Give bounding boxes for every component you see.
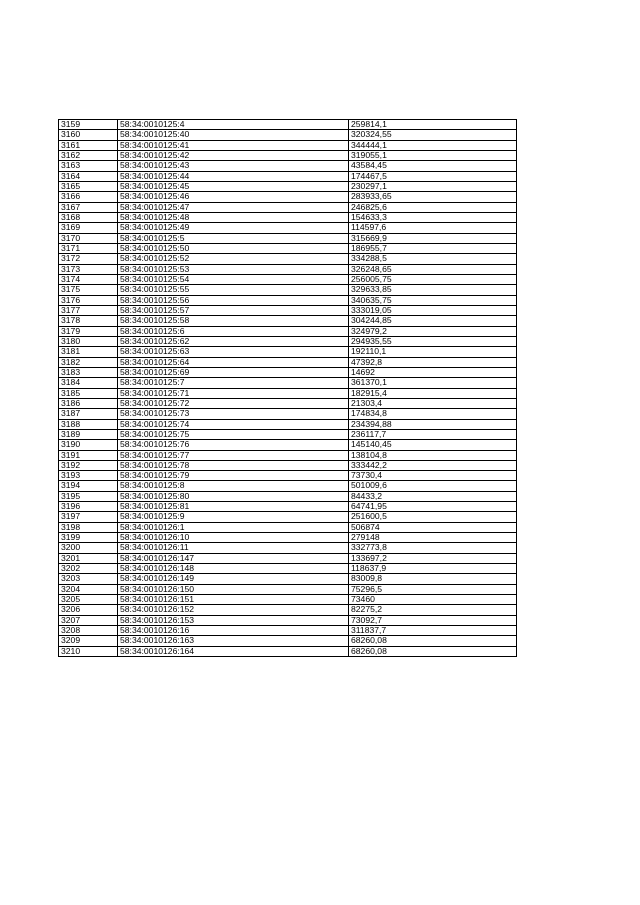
row-number-cell: 3189 [59,429,118,439]
row-number-cell: 3208 [59,626,118,636]
table-row [59,460,517,470]
table-row [59,533,517,543]
cadastral-number-cell: 58:34:0010125:57 [118,305,349,315]
value-cell: 83009,8 [349,574,517,584]
value-cell: 315669,9 [349,233,517,243]
value-cell: 114597,6 [349,223,517,233]
row-number-cell: 3171 [59,243,118,253]
cadastral-number-cell: 58:34:0010125:79 [118,471,349,481]
table-row [59,274,517,284]
row-number-cell: 3178 [59,316,118,326]
value-cell: 73092,7 [349,615,517,625]
table-row [59,398,517,408]
row-number-cell: 3196 [59,502,118,512]
cadastral-number-cell: 58:34:0010125:40 [118,130,349,140]
table-row [59,502,517,512]
value-cell: 75296,5 [349,584,517,594]
value-cell: 84433,2 [349,491,517,501]
cadastral-number-cell: 58:34:0010126:164 [118,646,349,656]
value-cell: 234394,88 [349,419,517,429]
table-row [59,295,517,305]
table-row [59,140,517,150]
cadastral-number-cell: 58:34:0010125:52 [118,254,349,264]
value-cell: 311837,7 [349,626,517,636]
value-cell: 43584,45 [349,161,517,171]
row-number-cell: 3184 [59,378,118,388]
value-cell: 344444,1 [349,140,517,150]
table-row [59,522,517,532]
table-row [59,233,517,243]
cadastral-number-cell: 58:34:0010125:44 [118,171,349,181]
row-number-cell: 3174 [59,274,118,284]
cadastral-number-cell: 58:34:0010125:71 [118,388,349,398]
value-cell: 256005,75 [349,274,517,284]
row-number-cell: 3167 [59,202,118,212]
cadastral-number-cell: 58:34:0010125:74 [118,419,349,429]
cadastral-number-cell: 58:34:0010126:16 [118,626,349,636]
cadastral-value-table [58,119,517,657]
table-row [59,367,517,377]
value-cell: 230297,1 [349,181,517,191]
value-cell: 334288,5 [349,254,517,264]
cadastral-number-cell: 58:34:0010125:47 [118,202,349,212]
row-number-cell: 3173 [59,264,118,274]
cadastral-number-cell: 58:34:0010125:7 [118,378,349,388]
table-row [59,171,517,181]
value-cell: 21303,4 [349,398,517,408]
cadastral-number-cell: 58:34:0010125:42 [118,150,349,160]
row-number-cell: 3206 [59,605,118,615]
table-row [59,316,517,326]
cadastral-number-cell: 58:34:0010125:53 [118,264,349,274]
cadastral-number-cell: 58:34:0010125:49 [118,223,349,233]
table-row [59,285,517,295]
row-number-cell: 3200 [59,543,118,553]
cadastral-number-cell: 58:34:0010126:149 [118,574,349,584]
row-number-cell: 3209 [59,636,118,646]
value-cell: 192110,1 [349,347,517,357]
row-number-cell: 3188 [59,419,118,429]
row-number-cell: 3176 [59,295,118,305]
value-cell: 501009,6 [349,481,517,491]
table-row [59,305,517,315]
row-number-cell: 3168 [59,212,118,222]
table-row [59,130,517,140]
row-number-cell: 3177 [59,305,118,315]
value-cell: 326248,65 [349,264,517,274]
row-number-cell: 3193 [59,471,118,481]
value-cell: 246825,6 [349,202,517,212]
value-cell: 82275,2 [349,605,517,615]
value-cell: 138104,8 [349,450,517,460]
value-cell: 118637,9 [349,564,517,574]
row-number-cell: 3198 [59,522,118,532]
value-cell: 329633,85 [349,285,517,295]
cadastral-number-cell: 58:34:0010125:5 [118,233,349,243]
cadastral-number-cell: 58:34:0010125:62 [118,336,349,346]
row-number-cell: 3192 [59,460,118,470]
value-cell: 174834,8 [349,409,517,419]
table-row [59,409,517,419]
table-row [59,543,517,553]
cadastral-number-cell: 58:34:0010125:8 [118,481,349,491]
value-cell: 332773,8 [349,543,517,553]
cadastral-number-cell: 58:34:0010126:152 [118,605,349,615]
row-number-cell: 3159 [59,120,118,130]
table-row [59,553,517,563]
cadastral-number-cell: 58:34:0010125:76 [118,440,349,450]
table-row [59,481,517,491]
table-row [59,419,517,429]
row-number-cell: 3164 [59,171,118,181]
table-row [59,264,517,274]
cadastral-number-cell: 58:34:0010125:54 [118,274,349,284]
row-number-cell: 3169 [59,223,118,233]
row-number-cell: 3187 [59,409,118,419]
cadastral-number-cell: 58:34:0010125:46 [118,192,349,202]
table-row [59,450,517,460]
cadastral-number-cell: 58:34:0010125:77 [118,450,349,460]
table-row [59,347,517,357]
table-row [59,254,517,264]
value-cell: 333442,2 [349,460,517,470]
cadastral-number-cell: 58:34:0010126:153 [118,615,349,625]
row-number-cell: 3194 [59,481,118,491]
row-number-cell: 3204 [59,584,118,594]
cadastral-number-cell: 58:34:0010125:43 [118,161,349,171]
table-row [59,378,517,388]
row-number-cell: 3165 [59,181,118,191]
table-row [59,223,517,233]
value-cell: 14692 [349,367,517,377]
table-row [59,646,517,656]
value-cell: 68260,08 [349,646,517,656]
value-cell: 340635,75 [349,295,517,305]
table-row [59,357,517,367]
cadastral-number-cell: 58:34:0010126:10 [118,533,349,543]
value-cell: 47392,8 [349,357,517,367]
cadastral-number-cell: 58:34:0010125:58 [118,316,349,326]
table-row [59,574,517,584]
row-number-cell: 3181 [59,347,118,357]
table-row [59,326,517,336]
row-number-cell: 3195 [59,491,118,501]
row-number-cell: 3182 [59,357,118,367]
cadastral-number-cell: 58:34:0010126:147 [118,553,349,563]
cadastral-number-cell: 58:34:0010125:56 [118,295,349,305]
table-row [59,584,517,594]
value-cell: 145140,45 [349,440,517,450]
cadastral-number-cell: 58:34:0010125:78 [118,460,349,470]
value-cell: 182915,4 [349,388,517,398]
value-cell: 320324,55 [349,130,517,140]
row-number-cell: 3162 [59,150,118,160]
table-row [59,202,517,212]
row-number-cell: 3179 [59,326,118,336]
value-cell: 361370,1 [349,378,517,388]
cadastral-number-cell: 58:34:0010126:151 [118,595,349,605]
value-cell: 154633,3 [349,212,517,222]
cadastral-number-cell: 58:34:0010125:69 [118,367,349,377]
cadastral-number-cell: 58:34:0010125:73 [118,409,349,419]
value-cell: 64741,95 [349,502,517,512]
table-row [59,605,517,615]
cadastral-number-cell: 58:34:0010125:81 [118,502,349,512]
cadastral-number-cell: 58:34:0010126:163 [118,636,349,646]
value-cell: 68260,08 [349,636,517,646]
cadastral-number-cell: 58:34:0010125:48 [118,212,349,222]
value-cell: 333019,05 [349,305,517,315]
row-number-cell: 3185 [59,388,118,398]
cadastral-number-cell: 58:34:0010126:11 [118,543,349,553]
row-number-cell: 3163 [59,161,118,171]
cadastral-number-cell: 58:34:0010125:55 [118,285,349,295]
row-number-cell: 3172 [59,254,118,264]
row-number-cell: 3186 [59,398,118,408]
cadastral-number-cell: 58:34:0010125:4 [118,120,349,130]
table-row [59,615,517,625]
table-row [59,120,517,130]
table-row [59,440,517,450]
table-row [59,336,517,346]
row-number-cell: 3199 [59,533,118,543]
cadastral-number-cell: 58:34:0010125:45 [118,181,349,191]
table-row [59,512,517,522]
row-number-cell: 3160 [59,130,118,140]
row-number-cell: 3201 [59,553,118,563]
row-number-cell: 3180 [59,336,118,346]
cadastral-number-cell: 58:34:0010125:64 [118,357,349,367]
table-body [59,120,517,657]
table-row [59,491,517,501]
table-row [59,243,517,253]
table-row [59,212,517,222]
table-row [59,429,517,439]
cadastral-number-cell: 58:34:0010126:1 [118,522,349,532]
value-cell: 251600,5 [349,512,517,522]
row-number-cell: 3175 [59,285,118,295]
row-number-cell: 3170 [59,233,118,243]
cadastral-number-cell: 58:34:0010125:41 [118,140,349,150]
value-cell: 73460 [349,595,517,605]
table-row [59,626,517,636]
value-cell: 133697,2 [349,553,517,563]
cadastral-number-cell: 58:34:0010125:75 [118,429,349,439]
row-number-cell: 3197 [59,512,118,522]
row-number-cell: 3161 [59,140,118,150]
value-cell: 73730,4 [349,471,517,481]
value-cell: 304244,85 [349,316,517,326]
row-number-cell: 3203 [59,574,118,584]
value-cell: 324979,2 [349,326,517,336]
value-cell: 294935,55 [349,336,517,346]
cadastral-number-cell: 58:34:0010125:63 [118,347,349,357]
row-number-cell: 3183 [59,367,118,377]
table-row [59,636,517,646]
value-cell: 186955,7 [349,243,517,253]
value-cell: 506874 [349,522,517,532]
value-cell: 279148 [349,533,517,543]
table-row [59,471,517,481]
value-cell: 319055,1 [349,150,517,160]
cadastral-number-cell: 58:34:0010125:50 [118,243,349,253]
table-row [59,192,517,202]
cadastral-number-cell: 58:34:0010126:148 [118,564,349,574]
cadastral-number-cell: 58:34:0010126:150 [118,584,349,594]
row-number-cell: 3166 [59,192,118,202]
cadastral-number-cell: 58:34:0010125:6 [118,326,349,336]
table-row [59,150,517,160]
table-row [59,181,517,191]
row-number-cell: 3202 [59,564,118,574]
table-row [59,161,517,171]
value-cell: 259814,1 [349,120,517,130]
row-number-cell: 3205 [59,595,118,605]
row-number-cell: 3190 [59,440,118,450]
value-cell: 283933,65 [349,192,517,202]
cadastral-number-cell: 58:34:0010125:72 [118,398,349,408]
row-number-cell: 3207 [59,615,118,625]
table-row [59,388,517,398]
cadastral-number-cell: 58:34:0010125:80 [118,491,349,501]
row-number-cell: 3210 [59,646,118,656]
row-number-cell: 3191 [59,450,118,460]
table-row [59,564,517,574]
cadastral-number-cell: 58:34:0010125:9 [118,512,349,522]
value-cell: 236117,7 [349,429,517,439]
value-cell: 174467,5 [349,171,517,181]
table-row [59,595,517,605]
